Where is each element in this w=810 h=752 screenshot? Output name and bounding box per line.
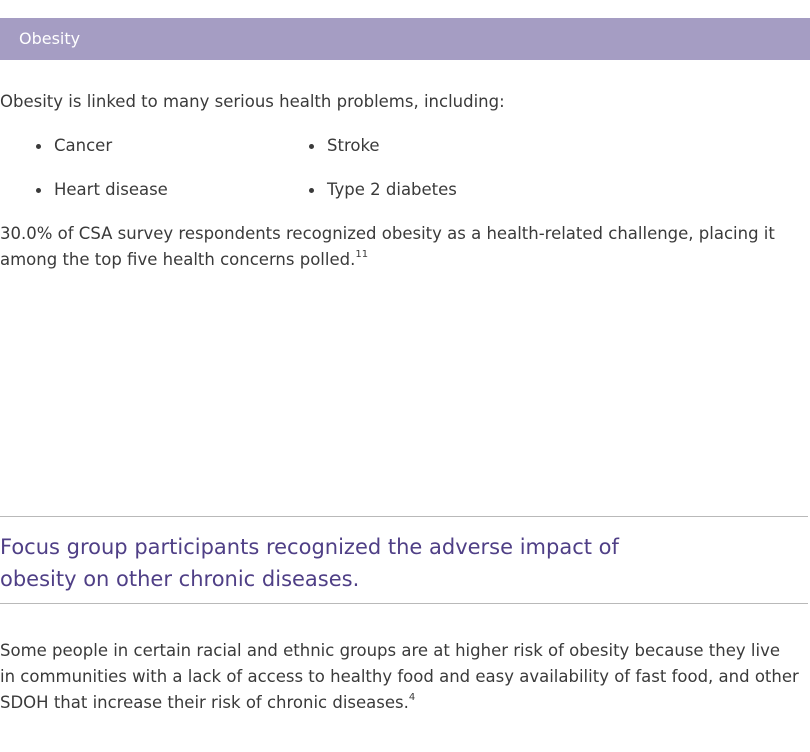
footnote-marker: 4 [408, 691, 416, 703]
bullet-icon [309, 144, 314, 149]
intro-text: Obesity is linked to many serious health problems, including: [0, 92, 505, 111]
footnote-marker: 11 [355, 248, 369, 260]
bullet-icon [309, 188, 314, 193]
bullet-icon [36, 188, 41, 193]
divider [0, 603, 808, 604]
stat-text: 30.0% of CSA survey respondents recognized obesity as a health-related challenge, placing it among the top five health concerns polled. [0, 224, 775, 269]
bullet-label: Type 2 diabetes [327, 180, 457, 199]
bullet-icon [36, 144, 41, 149]
divider [0, 516, 808, 517]
bullet-label: Cancer [54, 136, 113, 155]
pull-quote: Focus group participants recognized the adverse impact of obesity on other chronic diseases. [0, 535, 619, 591]
closing-paragraph [0, 638, 800, 716]
section-header [0, 18, 810, 60]
section-title: Obesity [19, 29, 81, 48]
stat-paragraph [0, 221, 800, 273]
closing-text: Some people in certain racial and ethnic groups are at higher risk of obesity because they live in communities with a lack of access to healthy food and easy availability of fast food, and other SDOH that increase their risk of chronic diseases. [0, 641, 799, 712]
bullet-label: Stroke [327, 136, 380, 155]
bullet-label: Heart disease [54, 180, 168, 199]
